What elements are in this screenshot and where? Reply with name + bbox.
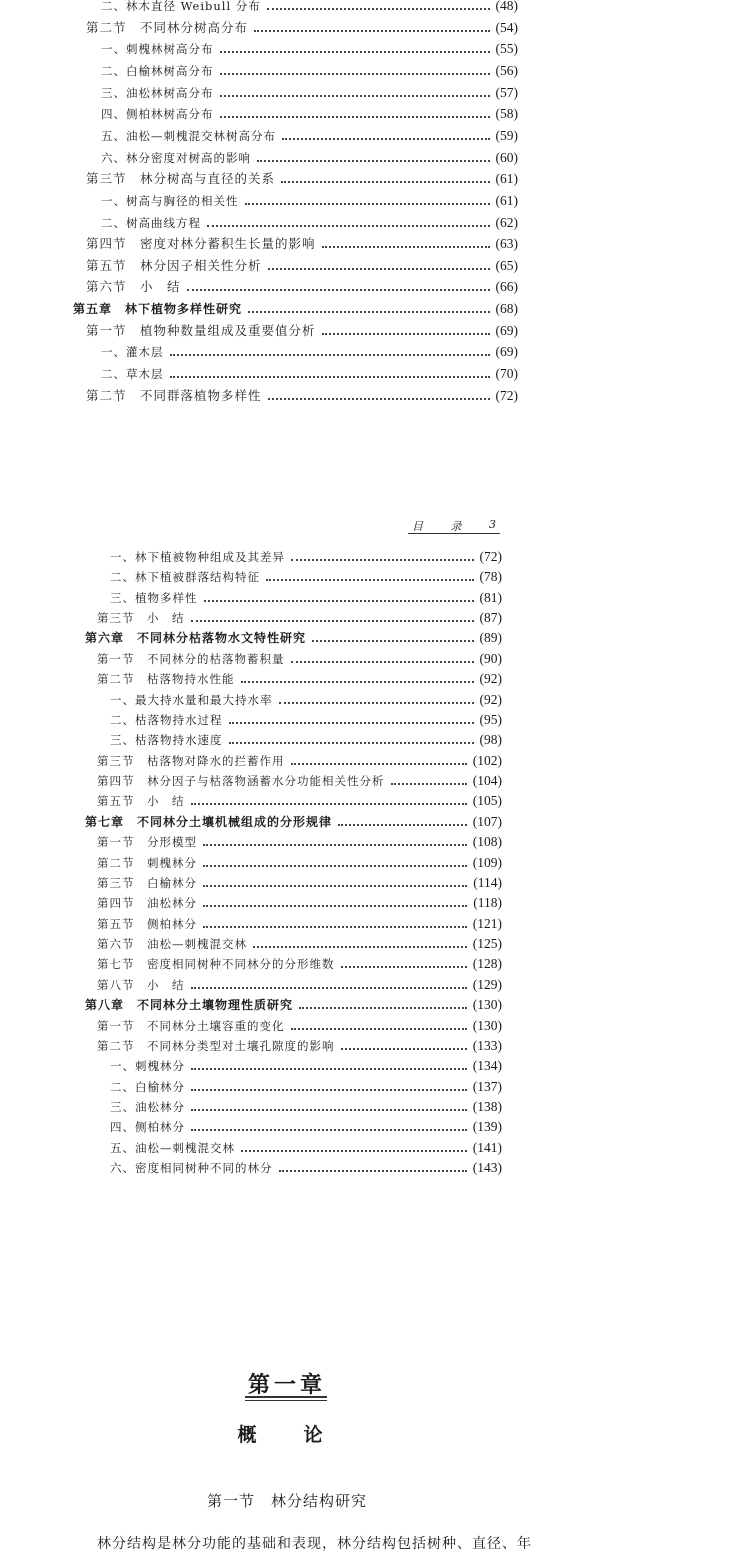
toc-entry (0, 590, 502, 606)
dot-leader (322, 246, 490, 248)
dot-leader (248, 311, 489, 313)
toc-entry-title: 五、油松—刺槐混交林树高分布 (101, 128, 276, 143)
dot-leader (203, 865, 467, 867)
toc-entry-title: 第一节 不同林分的枯落物蓄积量 (97, 651, 285, 666)
toc-entry-page: (59) (495, 127, 518, 143)
toc-entry (0, 630, 502, 646)
dot-leader (341, 1048, 467, 1050)
toc-entry (0, 753, 502, 769)
running-head-title-right: 录 (450, 520, 462, 533)
toc-entry-page: (129) (472, 976, 502, 992)
toc-entry-title: 三、枯落物持水速度 (110, 733, 223, 748)
toc-entry-page: (102) (472, 752, 502, 768)
toc-entry-title: 三、油松林树高分布 (101, 85, 214, 100)
dot-leader (241, 681, 474, 683)
toc-entry-title: 第七节 密度相同树种不同林分的分形维数 (97, 957, 335, 972)
toc-entry-title: 第六节 小 结 (86, 279, 181, 295)
toc-entry (0, 41, 518, 57)
toc-entry (0, 366, 518, 382)
toc-entry (0, 20, 518, 36)
dot-leader (268, 268, 490, 270)
toc-entry-page: (92) (479, 671, 502, 687)
toc-entry-title: 第三节 枯落物对降水的拦蓄作用 (97, 753, 285, 768)
toc-entry-page: (134) (472, 1058, 502, 1074)
toc-entry-page: (62) (495, 214, 518, 230)
toc-entry-page: (130) (472, 1017, 502, 1033)
toc-entry-page: (125) (472, 936, 502, 952)
toc-entry (0, 671, 502, 687)
toc-entry-title: 第一节 植物种数量组成及重要值分析 (86, 322, 316, 338)
toc-entry (0, 1079, 502, 1095)
toc-entry-page: (138) (472, 1098, 502, 1114)
toc-entry-title: 二、草木层 (101, 367, 164, 382)
toc-entry-page: (69) (495, 322, 518, 338)
dot-leader (207, 225, 490, 227)
toc-entry-title: 第二节 刺槐林分 (97, 855, 197, 870)
toc-entry (0, 773, 502, 789)
dot-leader (191, 1129, 467, 1131)
toc-entry-page: (61) (495, 192, 518, 208)
toc-entry-page: (61) (495, 171, 518, 187)
dot-leader (253, 946, 467, 948)
toc-entry-title: 第八章 不同林分土壤物理性质研究 (85, 998, 294, 1013)
toc-entry (0, 301, 518, 317)
toc-entry (0, 936, 502, 952)
dot-leader (191, 803, 467, 805)
toc-entry-page: (95) (479, 711, 502, 727)
toc-entry-title: 第五节 小 结 (97, 794, 185, 809)
toc-entry-title: 第五章 林下植物多样性研究 (73, 302, 243, 317)
toc-entry-title: 四、侧柏林分 (110, 1120, 185, 1135)
dot-leader (191, 1089, 467, 1091)
toc-entry-title: 第七章 不同林分土壤机械组成的分形规律 (85, 814, 333, 829)
toc-entry-title: 四、侧柏林树高分布 (101, 107, 214, 122)
toc-entry (0, 85, 518, 101)
toc-entry (0, 1058, 502, 1074)
toc-entry (0, 236, 518, 252)
dot-leader (241, 1150, 467, 1152)
toc-entry-page: (78) (479, 569, 502, 585)
toc-entry (0, 1119, 502, 1135)
toc-entry-page: (56) (495, 62, 518, 78)
toc-entry-page: (87) (479, 610, 502, 626)
toc-entry-page: (92) (479, 691, 502, 707)
dot-leader (279, 1170, 467, 1172)
toc-entry (0, 1140, 502, 1156)
toc-entry-title: 第二节 枯落物持水性能 (97, 672, 235, 687)
toc-entry (0, 569, 502, 585)
toc-entry-page: (128) (472, 956, 502, 972)
toc-entry (0, 712, 502, 728)
chapter-number: 第一章 (247, 1373, 326, 1398)
toc-entry-page: (109) (472, 854, 502, 870)
toc-entry (0, 193, 518, 209)
dot-leader (220, 116, 490, 118)
toc-entry (0, 549, 502, 565)
dot-leader (291, 763, 467, 765)
toc-entry-title: 第三节 林分树高与直径的关系 (86, 171, 276, 187)
toc-entry-page: (121) (472, 915, 502, 931)
dot-leader (282, 138, 490, 140)
toc-entry (0, 388, 518, 404)
toc-entry (0, 215, 518, 231)
dot-leader (191, 1109, 467, 1111)
toc-entry-title: 第五节 林分因子相关性分析 (86, 257, 262, 273)
toc-entry (0, 855, 502, 871)
toc-entry-title: 二、林下植被群落结构特征 (110, 570, 260, 585)
toc-entry (0, 1018, 502, 1034)
dot-leader (245, 203, 490, 205)
toc-entry-page: (81) (479, 589, 502, 605)
dot-leader (267, 8, 490, 10)
toc-entry-title: 第四节 密度对林分蓄积生长量的影响 (86, 236, 316, 252)
dot-leader (391, 783, 467, 785)
toc-entry-page: (139) (472, 1119, 502, 1135)
dot-leader (229, 742, 474, 744)
toc-entry-page: (55) (495, 41, 518, 57)
toc-entry-title: 第一节 分形模型 (97, 835, 197, 850)
toc-entry (0, 150, 518, 166)
toc-entry-title: 第八节 小 结 (97, 977, 185, 992)
toc-entry-page: (58) (495, 106, 518, 122)
toc-entry (0, 279, 518, 295)
toc-entry-page: (48) (495, 0, 518, 13)
toc-entry (0, 0, 518, 14)
toc-entry (0, 875, 502, 891)
toc-entry-page: (143) (472, 1160, 502, 1176)
toc-entry-page: (89) (479, 630, 502, 646)
toc-entry-title: 一、最大持水量和最大持水率 (110, 692, 273, 707)
dot-leader (203, 885, 467, 887)
toc-entry-title: 第五节 侧柏林分 (97, 916, 197, 931)
toc-entry-title: 第四节 油松林分 (97, 896, 197, 911)
toc-entry-page: (104) (472, 773, 502, 789)
dot-leader (220, 51, 490, 53)
running-head-page-number: 3 (489, 518, 496, 531)
dot-leader (291, 1028, 467, 1030)
dot-leader (191, 1068, 467, 1070)
toc-entry (0, 977, 502, 993)
toc-entry-title: 第一节 不同林分土壤容重的变化 (97, 1018, 285, 1033)
toc-entry-page: (141) (472, 1139, 502, 1155)
dot-leader (291, 559, 474, 561)
dot-leader (170, 376, 490, 378)
toc-entry (0, 997, 502, 1013)
toc-entry-page: (118) (473, 895, 502, 911)
toc-entry-page: (57) (495, 84, 518, 100)
running-head (408, 518, 500, 534)
toc-entry (0, 834, 502, 850)
dot-leader (203, 926, 467, 928)
dot-leader (187, 289, 490, 291)
toc-entry (0, 258, 518, 274)
toc-entry-page: (114) (473, 874, 502, 890)
toc-entry-title: 第四节 林分因子与枯落物涵蓄水分功能相关性分析 (97, 774, 385, 789)
toc-entry (0, 106, 518, 122)
dot-leader (266, 579, 474, 581)
dot-leader (257, 160, 490, 162)
toc-entry-page: (63) (495, 236, 518, 252)
toc-entry-page: (54) (495, 19, 518, 35)
dot-leader (291, 661, 474, 663)
toc-entry (0, 128, 518, 144)
dot-leader (170, 354, 490, 356)
toc-entry-title: 二、林木直径 Weibull 分布 (101, 0, 261, 13)
toc-entry-page: (60) (495, 149, 518, 165)
toc-entry-title: 六、密度相同树种不同的林分 (110, 1161, 273, 1176)
toc-entry-page: (65) (495, 257, 518, 273)
toc-entry-title: 一、刺槐林分 (110, 1059, 185, 1074)
toc-entry-page: (70) (495, 366, 518, 382)
toc-entry-page: (107) (472, 813, 502, 829)
toc-entry (0, 1038, 502, 1054)
toc-entry-page: (98) (479, 732, 502, 748)
dot-leader (299, 1007, 467, 1009)
toc-entry-title: 二、白榆林树高分布 (101, 63, 214, 78)
toc-entry-title: 第六章 不同林分枯落物水文特性研究 (85, 631, 307, 646)
dot-leader (229, 722, 474, 724)
toc-entry-title: 二、白榆林分 (110, 1079, 185, 1094)
dot-leader (341, 966, 467, 968)
toc-entry (0, 895, 502, 911)
toc-entry-title: 第二节 不同林分树高分布 (86, 19, 249, 35)
toc-entry-page: (72) (479, 549, 502, 564)
dot-leader (254, 30, 489, 32)
dot-leader (312, 640, 473, 642)
toc-entry-page: (137) (472, 1078, 502, 1094)
toc-entry-title: 一、林下植被物种组成及其差异 (110, 550, 285, 564)
toc-entry-title: 五、油松—刺槐混交林 (110, 1140, 235, 1155)
toc-entry-title: 六、林分密度对树高的影响 (101, 150, 251, 165)
toc-entry-title: 一、刺槐林树高分布 (101, 42, 214, 57)
toc-entry-page: (68) (495, 301, 518, 317)
dot-leader (279, 702, 474, 704)
toc-entry-title: 一、灌木层 (101, 345, 164, 360)
dot-leader (268, 398, 490, 400)
chapter-title: 概 论 (237, 1424, 337, 1446)
toc-entry (0, 793, 502, 809)
dot-leader (203, 844, 467, 846)
toc-entry-title: 第三节 白榆林分 (97, 875, 197, 890)
toc-entry-page: (105) (472, 793, 502, 809)
toc-entry (0, 1160, 502, 1176)
toc-entry-page: (69) (495, 344, 518, 360)
toc-entry-title: 二、枯落物持水过程 (110, 712, 223, 727)
dot-leader (322, 333, 490, 335)
dot-leader (204, 600, 474, 602)
dot-leader (191, 987, 467, 989)
toc-entry-title: 三、植物多样性 (110, 590, 198, 605)
toc-entry (0, 323, 518, 339)
dot-leader (281, 181, 489, 183)
toc-entry (0, 916, 502, 932)
dot-leader (203, 905, 467, 907)
toc-entry-page: (133) (472, 1037, 502, 1053)
dot-leader (338, 824, 467, 826)
toc-entry (0, 956, 502, 972)
toc-entry-page: (130) (472, 997, 502, 1013)
toc-entry-title: 二、树高曲线方程 (101, 215, 201, 230)
section-title: 第一节 林分结构研究 (206, 1492, 367, 1510)
toc-entry-title: 第三节 小 结 (97, 611, 185, 626)
toc-entry-title: 一、树高与胸径的相关性 (101, 193, 239, 208)
toc-entry-page: (108) (472, 834, 502, 850)
toc-entry-title: 第二节 不同林分类型对土壤孔隙度的影响 (97, 1038, 335, 1053)
toc-entry-page: (90) (479, 650, 502, 666)
toc-entry (0, 1099, 502, 1115)
dot-leader (220, 73, 490, 75)
toc-entry-title: 第六节 油松—刺槐混交林 (97, 937, 247, 952)
toc-entry (0, 610, 502, 626)
dot-leader (220, 95, 490, 97)
running-head-title-left: 目 (412, 520, 423, 533)
toc-entry (0, 171, 518, 187)
body-paragraph: 林分结构是林分功能的基础和表现，林分结构包括树种、直径、年 (97, 1536, 532, 1552)
toc-entry (0, 814, 502, 830)
toc-entry-title: 三、油松林分 (110, 1099, 185, 1114)
toc-entry (0, 651, 502, 667)
chapter-underline (245, 1396, 327, 1401)
toc-entry (0, 692, 502, 708)
toc-entry (0, 63, 518, 79)
toc-entry-page: (66) (495, 279, 518, 295)
toc-entry (0, 344, 518, 360)
toc-entry (0, 732, 502, 748)
dot-leader (191, 620, 474, 622)
toc-entry-title: 第二节 不同群落植物多样性 (86, 387, 262, 403)
toc-entry-page: (72) (495, 387, 518, 403)
